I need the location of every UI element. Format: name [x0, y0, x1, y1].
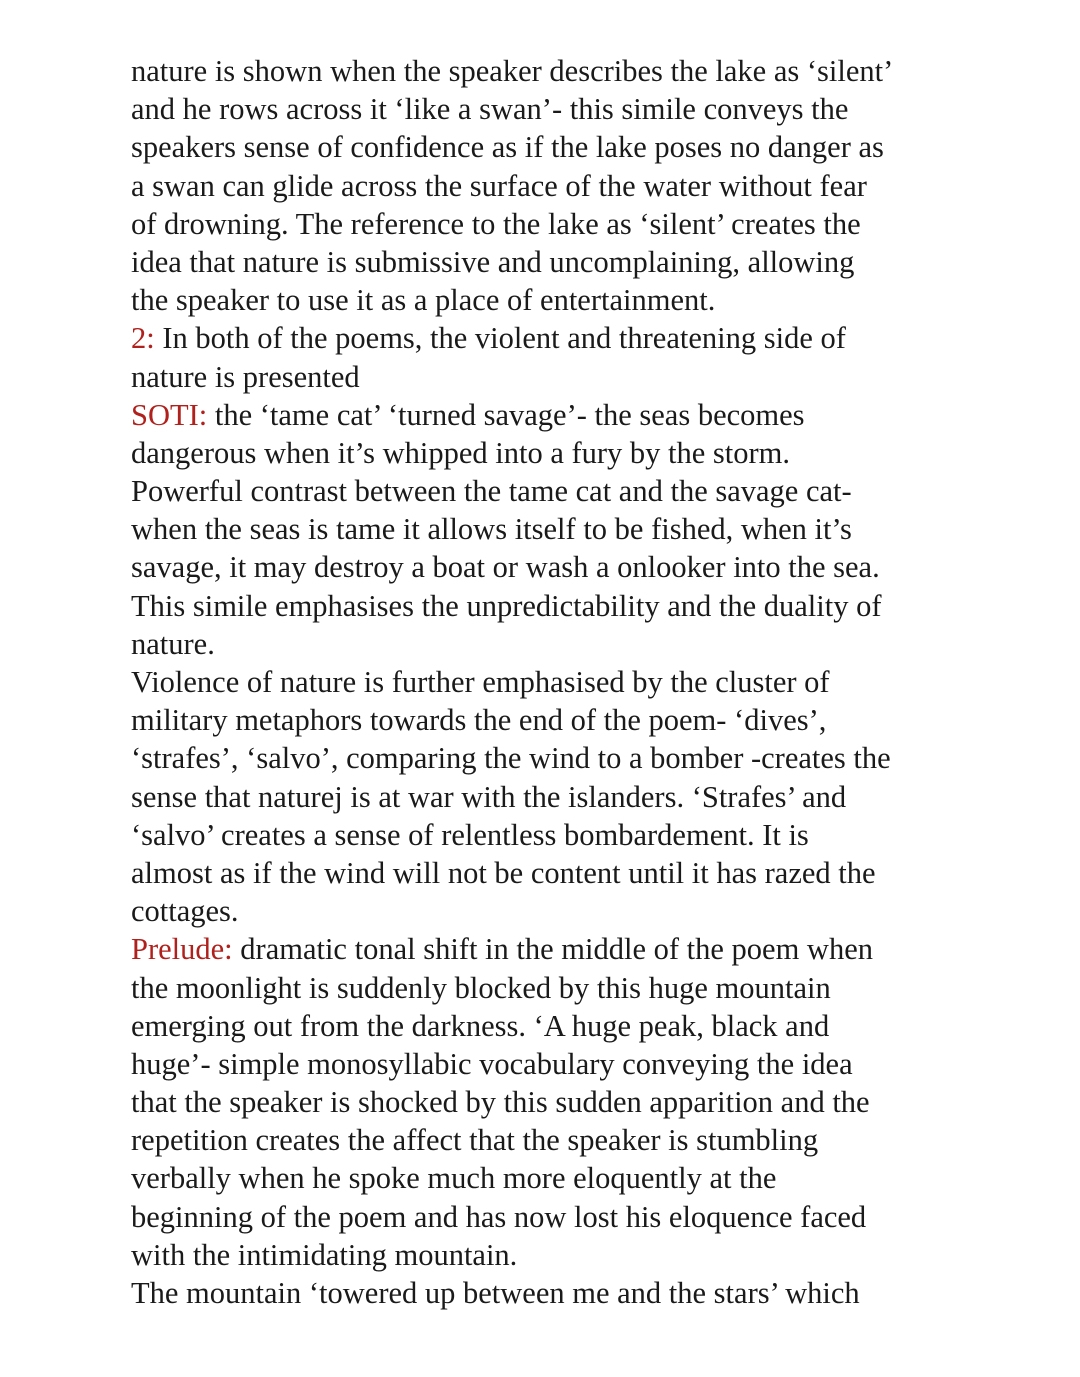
text-line — [131, 1083, 991, 1121]
line-text: almost as if the wind will not be content until it has razed the — [131, 855, 876, 890]
line-text: military metaphors towards the end of the poem- ‘dives’, — [131, 703, 827, 738]
section-label: 2: — [131, 321, 155, 356]
text-line — [131, 396, 991, 434]
text-line — [131, 548, 991, 586]
text-line — [131, 969, 991, 1007]
line-text: Violence of nature is further emphasised by the cluster of — [131, 665, 830, 699]
line-text: huge’- simple monosyllabic vocabulary conveying the idea — [131, 1046, 853, 1081]
text-line — [131, 739, 991, 777]
line-text: The mountain ‘towered up between me and the stars’ which — [131, 1276, 860, 1310]
line-text: cottages. — [131, 894, 239, 929]
section-label: SOTI: — [131, 397, 208, 432]
text-line — [131, 778, 991, 816]
text-line — [131, 663, 991, 701]
text-line — [131, 358, 991, 396]
line-text: verbally when he spoke much more eloquently at the — [131, 1161, 777, 1196]
text-line — [131, 816, 991, 854]
line-text: beginning of the poem and has now lost his eloquence faced — [131, 1199, 867, 1234]
text-line — [131, 892, 991, 930]
text-line — [131, 90, 991, 128]
text-line — [131, 1274, 991, 1312]
text-line — [131, 52, 991, 90]
line-text: idea that nature is submissive and uncomplaining, allowing — [131, 244, 855, 279]
text-line — [131, 472, 991, 510]
line-text: that the speaker is shocked by this sudden apparition and the — [131, 1085, 870, 1120]
line-text: of drowning. The reference to the lake as ‘silent’ creates the — [131, 206, 861, 241]
text-line — [131, 587, 991, 625]
text-line — [131, 243, 991, 281]
text-line — [131, 281, 991, 319]
line-text: speakers sense of confidence as if the lake poses no danger as — [131, 130, 884, 165]
text-line — [131, 854, 991, 892]
text-line — [131, 930, 991, 968]
line-text: nature is shown when the speaker describes the lake as ‘silent’ — [131, 54, 894, 88]
text-line — [131, 1007, 991, 1045]
line-text: ‘salvo’ creates a sense of relentless bombardement. It is — [131, 817, 809, 852]
section-label: Prelude: — [131, 932, 233, 967]
text-line — [131, 1198, 991, 1236]
line-text: emerging out from the darkness. ‘A huge peak, black and — [131, 1008, 830, 1043]
text-line — [131, 434, 991, 472]
line-text: dramatic tonal shift in the middle of the poem when — [232, 932, 873, 967]
line-text: Powerful contrast between the tame cat and the savage cat- — [131, 474, 852, 509]
line-text: and he rows across it ‘like a swan’- this simile conveys the — [131, 92, 849, 127]
text-line — [131, 128, 991, 166]
essay-text — [131, 52, 991, 1312]
line-text: ‘strafes’, ‘salvo’, comparing the wind to a bomber -creates the — [131, 741, 891, 776]
line-text: nature. — [131, 626, 215, 661]
line-text: a swan can glide across the surface of the water without fear — [131, 168, 867, 203]
line-text: the speaker to use it as a place of entertainment. — [131, 283, 716, 318]
line-text: nature is presented — [131, 359, 360, 394]
line-text: the moonlight is suddenly blocked by this huge mountain — [131, 970, 831, 1005]
text-line — [131, 1121, 991, 1159]
line-text: savage, it may destroy a boat or wash a onlooker into the sea. — [131, 550, 880, 585]
line-text: In both of the poems, the violent and threatening side of — [154, 321, 846, 356]
text-line — [131, 167, 991, 205]
line-text: dangerous when it’s whipped into a fury by the storm. — [131, 435, 791, 470]
line-text: when the seas is tame it allows itself to be fished, when it’s — [131, 512, 852, 547]
line-text: repetition creates the affect that the speaker is stumbling — [131, 1123, 819, 1158]
text-line — [131, 1236, 991, 1274]
text-line — [131, 701, 991, 739]
text-line — [131, 510, 991, 548]
line-text: the ‘tame cat’ ‘turned savage’- the seas becomes — [207, 397, 805, 432]
text-line — [131, 625, 991, 663]
text-line — [131, 1159, 991, 1197]
text-line — [131, 319, 991, 357]
line-text: sense that naturej is at war with the islanders. ‘Strafes’ and — [131, 779, 847, 814]
line-text: This simile emphasises the unpredictability and the duality of — [131, 588, 882, 623]
line-text: with the intimidating mountain. — [131, 1237, 518, 1272]
text-line — [131, 1045, 991, 1083]
text-line — [131, 205, 991, 243]
